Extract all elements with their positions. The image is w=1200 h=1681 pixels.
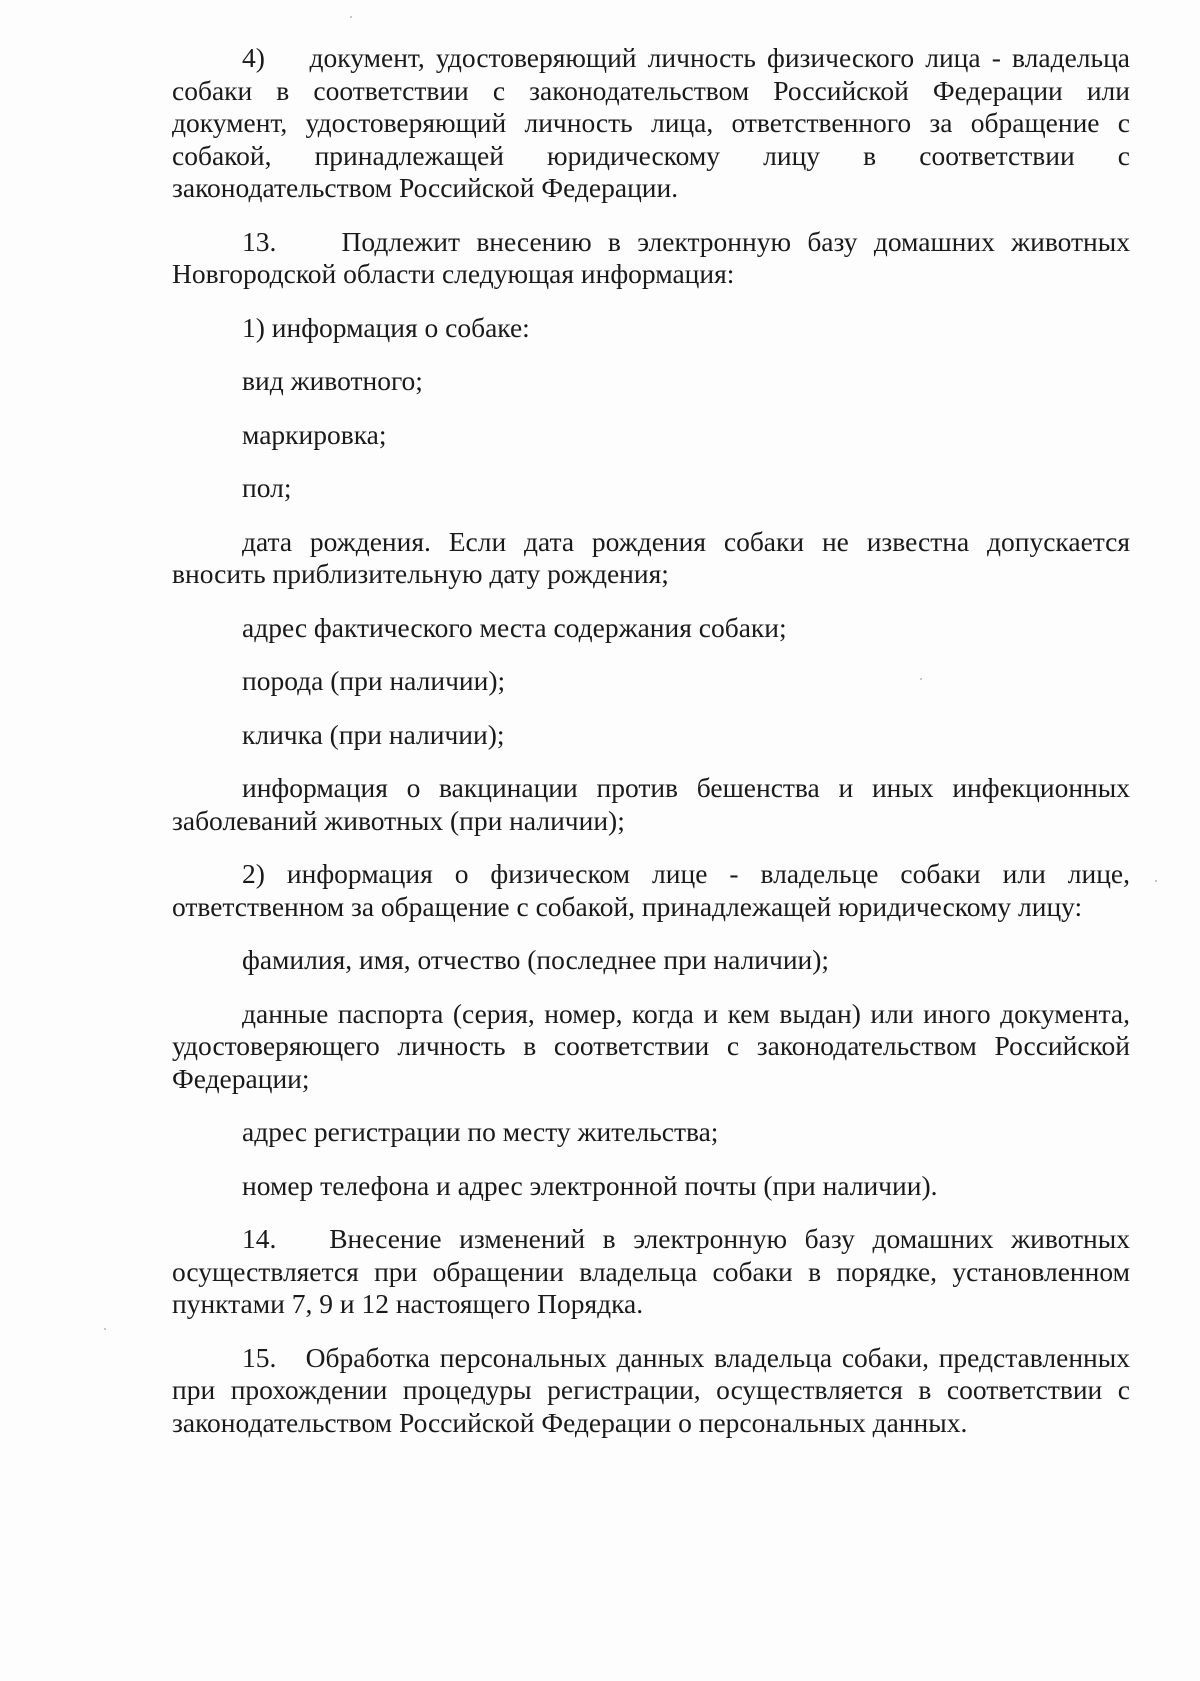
paragraph-13-database-info: 13. Подлежит внесению в электронную базу домашних животных Новгородской области следующая информация: xyxy=(172,225,1130,289)
paragraph-15-personal-data: 15. Обработка персональных данных владельца собаки, представленных при прохождении процедуры регистрации, осуществляется в соответствии с законодательством Российской Федерации о персональных данных. xyxy=(172,1341,1130,1438)
paragraph-animal-type: вид животного; xyxy=(242,365,423,396)
paragraph-birth-date: дата рождения. Если дата рождения собаки не известна допускается вносить приблизительную дату рождения; xyxy=(172,525,1130,589)
paragraph-passport-data: данные паспорта (серия, номер, когда и кем выдан) или иного документа, удостоверяющего личность в соответствии с законодательством Российской Федерации; xyxy=(172,997,1130,1094)
paragraph-owner-info-heading: 2) информация о физическом лице - владельце собаки или лице, ответственном за обращение с собакой, принадлежащей юридическому лицу: xyxy=(172,858,1130,922)
paragraph-keeping-address: адрес фактического места содержания собаки; xyxy=(242,611,787,643)
paragraph-sex: пол; xyxy=(242,472,292,503)
scan-speck xyxy=(104,1328,106,1330)
paragraph-vaccination: информация о вакцинации против бешенства и иных инфекционных заболеваний животных (при наличии); xyxy=(172,772,1130,836)
paragraph-registration-address: адрес регистрации по месту жительства; xyxy=(242,1116,719,1147)
scan-speck xyxy=(1155,880,1157,882)
paragraph-nickname: кличка (при наличии); xyxy=(242,718,505,750)
paragraph-item-4-identity-document: 4) документ, удостоверяющий личность физического лица - владельца собаки в соответствии с законодательством Российской Федерации или документ, удостоверяющий личность лица, ответственного за обращение с собакой, принадлежащей юридическому лицу в соответствии с законодательством Российской Федерации. xyxy=(172,42,1130,203)
scan-speck xyxy=(350,16,352,18)
paragraph-14-changes: 14. Внесение изменений в электронную базу домашних животных осуществляется при обращении владельца собаки в порядке, установленном пунктами 7, 9 и 12 настоящего Порядка. xyxy=(172,1223,1130,1319)
paragraph-marking: маркировка; xyxy=(242,418,387,450)
paragraph-dog-info-heading: 1) информация о собаке: xyxy=(242,311,530,343)
paragraph-breed: порода (при наличии); xyxy=(242,665,506,696)
paragraph-phone-email: номер телефона и адрес электронной почты (при наличии). xyxy=(242,1169,938,1201)
paragraph-full-name: фамилия, имя, отчество (последнее при наличии); xyxy=(242,944,830,975)
document-body xyxy=(172,42,1130,1460)
